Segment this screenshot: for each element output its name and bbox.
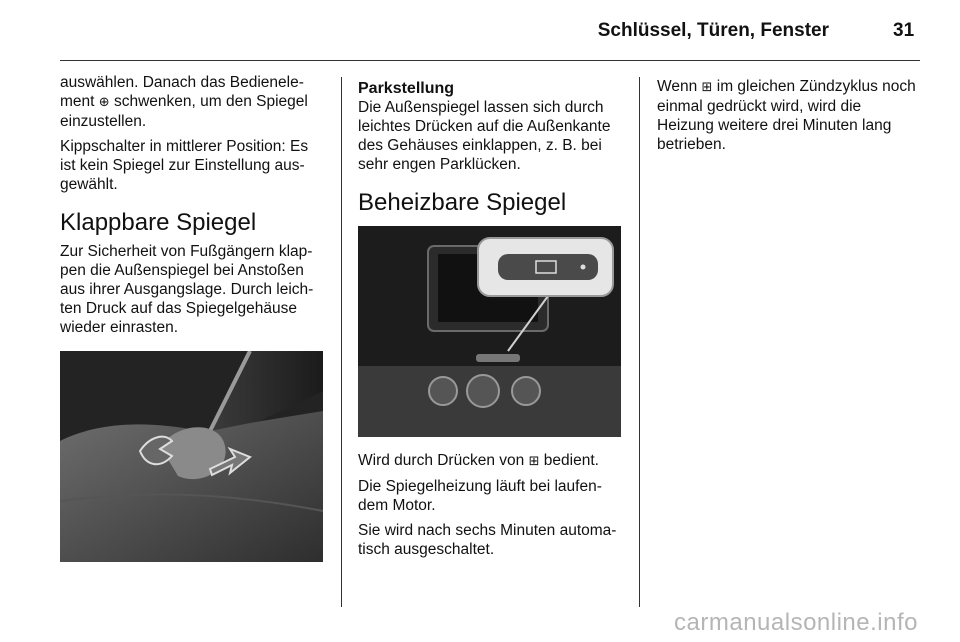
column-1 (60, 73, 326, 576)
paragraph-auto-off: Sie wird nach sechs Minuten automa-tisch ausgeschaltet. (358, 522, 617, 558)
dashboard-illustration (358, 226, 621, 437)
paragraph-folding-mirrors: Zur Sicherheit von Fußgängern klap-pen die Außenspiegel bei Anstoßen aus ihrer Ausgangslage. Durch leich-ten Druck auf das Spiegelgehäuse wieder einrasten. (60, 243, 314, 336)
section-heading-heated-mirrors: Beheizbare Spiegel (358, 189, 567, 216)
paragraph-heating-engine: Die Spiegelheizung läuft bei laufen-dem Motor. (358, 478, 602, 514)
paragraph-mirror-adjust: auswählen. Danach das Bedienele-ment ⊕ schwenken, um den Spiegel einzustellen. (60, 74, 308, 130)
section-heading-folding-mirrors: Klappbare Spiegel (60, 209, 257, 236)
paragraph-middle-position: Kippschalter in mittlerer Position: Es ist kein Spiegel zur Einstellung aus-gewählt. (60, 138, 309, 193)
column-2 (358, 73, 624, 565)
column-3 (657, 73, 920, 160)
mirror-adjust-icon: ⊕ (98, 95, 110, 110)
watermark: carmanualsonline.info (674, 609, 918, 636)
heated-mirror-icon: ⊞ (701, 80, 713, 95)
page-number: 31 (893, 20, 915, 41)
paragraph-heated-operation: Wird durch Drücken von ⊞ bedient. (358, 452, 599, 469)
column-divider-left (341, 77, 342, 607)
heated-mirror-icon: ⊞ (528, 454, 540, 469)
running-header-title: Schlüssel, Türen, Fenster (597, 20, 829, 41)
paragraph-repeat-press: Wenn ⊞ im gleichen Zündzyklus noch einmal gedrückt wird, wird die Heizung weitere drei Minuten lang betrieben. (657, 78, 916, 153)
folding-mirror-illustration (60, 351, 323, 562)
header-divider (60, 60, 920, 61)
column-divider-right (639, 77, 640, 607)
paragraph-parking-position: Die Außenspiegel lassen sich durch leichtes Drücken auf die Außenkante des Gehäuses einklappen, z. B. bei sehr engen Parklücken. (358, 99, 611, 173)
subheading-parking-position: Parkstellung (358, 80, 455, 97)
